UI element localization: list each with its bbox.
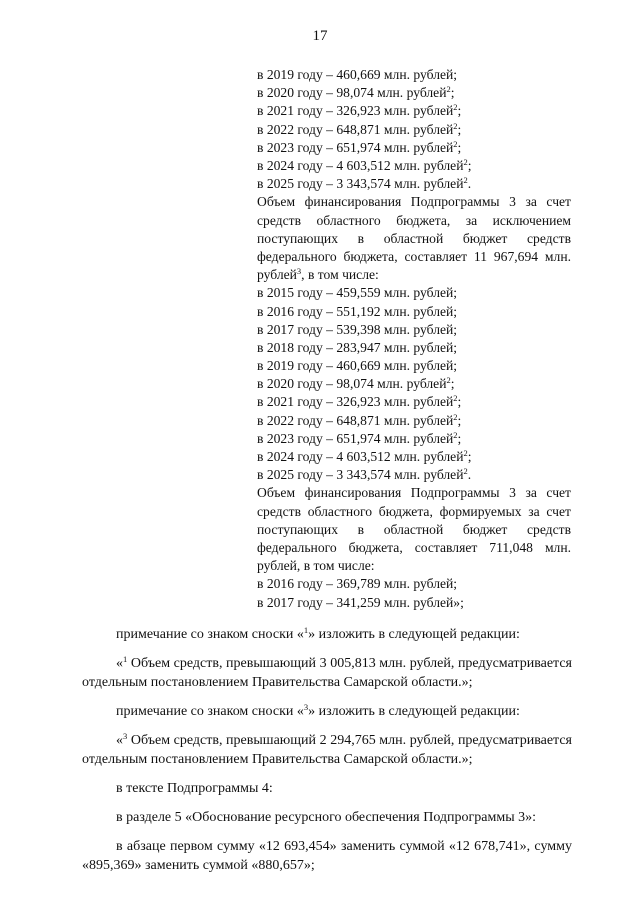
line-end-punctuation: ; [457, 394, 462, 410]
note3-text [82, 731, 572, 769]
year-line [257, 339, 571, 357]
year-amount: в 2015 году – 459,559 млн. рублей; [257, 285, 458, 301]
note3-intro-text: примечание со знаком сноски « [116, 704, 304, 719]
year-amount: в 2024 году – 4 603,512 млн. рублей [257, 157, 464, 173]
year-amount: в 2025 году – 3 343,574 млн. рублей [257, 467, 464, 483]
year-line [257, 284, 571, 302]
note1-intro-text: примечание со знаком сноски « [116, 627, 304, 642]
footnote-mark: 2 [463, 175, 468, 186]
year-line [257, 575, 571, 593]
year-amount: в 2021 году – 326,923 млн. рублей [257, 103, 454, 119]
year-amount: в 2022 году – 648,871 млн. рублей [257, 121, 454, 137]
year-amount: в 2017 году – 539,398 млн. рублей; [257, 321, 458, 337]
line-end-punctuation: ; [467, 157, 472, 173]
note1-body: Объем средств, превышающий 3 005,813 млн. рублей, предусматривается отдельным постановлением Правительства Самарской области.»; [82, 656, 572, 690]
year-line [257, 102, 571, 120]
note3-body: Объем средств, превышающий 2 294,765 млн. рублей, предусматривается отдельным постановлением Правительства Самарской области.»; [82, 733, 572, 767]
year-amount: в 2019 году – 460,669 млн. рублей; [257, 358, 458, 374]
year-amount: в 2017 году – 341,259 млн. рублей»; [257, 594, 464, 610]
footnote-mark: 1 [123, 654, 128, 664]
year-amount: в 2020 году – 98,074 млн. рублей [257, 376, 447, 392]
financing-column [257, 66, 571, 612]
amendment-text [82, 625, 572, 881]
line-end-punctuation: . [467, 467, 472, 483]
paragraph-regional-budget [257, 193, 571, 284]
year-line [257, 393, 571, 411]
year-amount: в 2019 году – 460,669 млн. рублей; [257, 67, 458, 82]
year-amount: в 2022 году – 648,871 млн. рублей [257, 412, 454, 428]
year-line [257, 175, 571, 193]
year-line [257, 303, 571, 321]
line-end-punctuation: ; [457, 103, 462, 119]
year-amount: в 2016 году – 369,789 млн. рублей; [257, 576, 458, 592]
line-end-punctuation: ; [467, 449, 472, 465]
paragraph-first-amendment: в абзаце первом сумму «12 693,454» заменить суммой «12 678,741», сумму «895,369» заменить суммой «880,657»; [82, 839, 572, 873]
note1-quote-open: « [116, 656, 123, 671]
line-end-punctuation: ; [457, 121, 462, 137]
footnote-mark: 2 [463, 466, 468, 477]
year-list-regional [257, 284, 571, 484]
footnote-mark: 2 [463, 156, 468, 167]
year-line [257, 84, 571, 102]
year-amount: в 2016 году – 551,192 млн. рублей; [257, 303, 458, 319]
footnote-mark: 3 [296, 266, 302, 277]
year-amount: в 2020 году – 98,074 млн. рублей [257, 85, 447, 101]
year-line [257, 139, 571, 157]
footnote-mark: 2 [453, 102, 458, 113]
year-line [257, 430, 571, 448]
note1-intro-text-end: » изложить в следующей редакции: [308, 627, 520, 642]
year-line [257, 466, 571, 484]
footnote-mark: 2 [446, 84, 451, 95]
note3-quote-open: « [116, 733, 123, 748]
footnote-mark: 2 [453, 120, 458, 131]
footnote-mark: 3 [303, 702, 309, 712]
line-end-punctuation: . [467, 176, 472, 192]
note1-intro [82, 625, 572, 644]
year-amount: в 2025 году – 3 343,574 млн. рублей [257, 176, 464, 192]
subprogram4-heading: в тексте Подпрограммы 4: [116, 781, 273, 796]
year-amount: в 2021 году – 326,923 млн. рублей [257, 394, 454, 410]
year-line [257, 66, 571, 84]
year-amount: в 2024 году – 4 603,512 млн. рублей [257, 449, 464, 465]
year-line [257, 157, 571, 175]
year-list-federal [257, 575, 571, 611]
footnote-mark: 3 [123, 731, 128, 741]
year-line [257, 321, 571, 339]
regional-budget-text: Объем финансирования Подпрограммы 3 за счет средств областного бюджета, за исключением поступающих в областной бюджет средств федерального бюджета, составляет 11 967,694 млн. рублей [257, 194, 571, 283]
line-end-punctuation: ; [457, 139, 462, 155]
year-line [257, 375, 571, 393]
note1-text [82, 654, 572, 692]
year-line [257, 121, 571, 139]
footnote-mark: 1 [303, 625, 309, 635]
year-amount: в 2023 году – 651,974 млн. рублей [257, 139, 454, 155]
year-list-continued [257, 66, 571, 193]
year-line [257, 357, 571, 375]
page-number: 17 [312, 28, 328, 44]
line-end-punctuation: ; [450, 376, 455, 392]
year-line [257, 448, 571, 466]
year-amount: в 2023 году – 651,974 млн. рублей [257, 430, 454, 446]
note3-intro-text-end: » изложить в следующей редакции: [308, 704, 520, 719]
footnote-mark: 2 [453, 429, 458, 440]
year-line [257, 594, 571, 612]
year-amount: в 2018 году – 283,947 млн. рублей; [257, 339, 458, 355]
line-end-punctuation: ; [457, 412, 462, 428]
footnote-mark: 2 [453, 393, 458, 404]
line-end-punctuation: ; [457, 430, 462, 446]
paragraph-federal-budget: Объем финансирования Подпрограммы 3 за счет средств областного бюджета, формируемых за счет поступающих в областной бюджет средств федерального бюджета, составляет 711,048 млн. рублей, в том числе: [257, 485, 571, 574]
note3-intro [82, 702, 572, 721]
footnote-mark: 2 [453, 411, 458, 422]
year-line [257, 412, 571, 430]
line-end-punctuation: ; [450, 85, 455, 101]
section5-heading: в разделе 5 «Обоснование ресурсного обеспечения Подпрограммы 3»: [116, 810, 536, 825]
footnote-mark: 2 [446, 375, 451, 386]
regional-budget-text-end: , в том числе: [301, 267, 379, 283]
footnote-mark: 2 [463, 448, 468, 459]
footnote-mark: 2 [453, 138, 458, 149]
